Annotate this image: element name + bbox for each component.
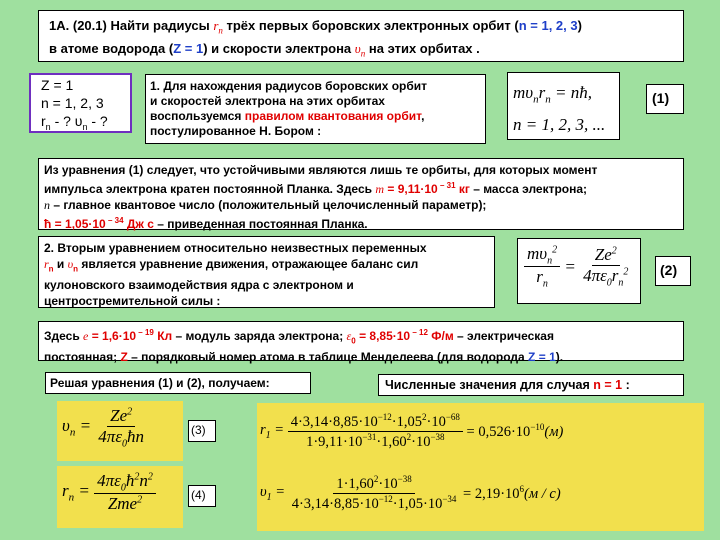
result-radius: $r_1$ = $\frac{4\cdot 3,14\cdot 8,85\cdot 10^{-12}\cdot 1,05^2\cdot 10^{-68}}{1\cdot 9,11\cdot 10^{-31}\cdot 1,60^2\cdot 10^{-38}}$ = $0,526\cdot 10^{-10}(м)$	[260, 412, 564, 450]
quantization-rule: правилом квантования орбит	[244, 109, 422, 123]
given-values	[41, 76, 108, 136]
task-title: 1А. (20.1) Найти радиусы $r_n$ трёх первых боровских электронных орбит (n = 1, 2, 3) в атоме водорода (Z = 1) и скорости электрона $\upsilon_n$ на этих орбитах .	[49, 18, 582, 59]
equation-1-tag: (1)	[652, 90, 670, 106]
explanation-1-text: Из уравнения (1) следует, что устойчивыми являются лишь те орбиты, для которых момент импульса электрона кратен постоянной Планка. Здесь m = 9,11·10 $^{- 31}$ кг – масса электрона; n – главное квантовое число (положительный целочисленный параметр); ħ = 1,05·10 $^{- 34}$ Дж с – приведенная постоянная Планка.	[44, 163, 598, 231]
step1-text: 1. Для нахождения радиусов боровских орбит и скоростей электрона на этих орбитах воспользуемся правилом квантования орбит, постулированное Н. Бором :	[150, 79, 428, 138]
solve-label: Решая уравнения (1) и (2), получаем:	[50, 376, 270, 390]
result-velocity: $\upsilon_1$ = $\frac{1\cdot 1,60^2\cdot 10^{-38}}{4\cdot 3,14\cdot 8,85\cdot 10^{-12}\cdot 1,05\cdot 10^{-34}}$ = $2,19\cdot 10^6(м / с)$	[260, 474, 561, 512]
formula-3: $\upsilon_n$ = $\frac{Ze^2}{4\pi\varepsilon_0ħn}$	[62, 406, 145, 450]
formula-4: $r_n$ = $\frac{4\pi\varepsilon_0ħ^2n^2}{Zme^2}$	[62, 471, 156, 514]
explanation-2-text: Здесь e = 1,6·10 $^{- 19}$ Кл – модуль заряда электрона; $\varepsilon_0 = 8,85\cdot 10$ $^{- 12}$ Ф/м – электрическая постоянная; Z – порядковый номер атома в таблице Менделеева (для водорода Z = 1).	[44, 328, 564, 365]
equation-2-tag: (2)	[660, 262, 678, 278]
given-unknowns: $r_n$ - ? $\upsilon_n$ - ?	[41, 113, 108, 132]
formula-3-tag: (3)	[191, 423, 206, 437]
task-number: 1А.	[49, 18, 70, 33]
step2-text: 2. Вторым уравнением относительно неизвестных переменных $r_n$ и $\upsilon_n$ является уравнение движения, отражающее баланс сил кулоновского взаимодействия ядра с электроном и центростремительной силы :	[44, 241, 427, 309]
numeric-label: Численные значения для случая n = 1 :	[385, 378, 630, 392]
given-n: n = 1, 2, 3	[41, 95, 104, 111]
task-reference: (20.1)	[72, 18, 107, 33]
given-z: Z = 1	[41, 77, 74, 93]
equation-1: $m\upsilon_nr_n$ = nħ, n = 1, 2, 3, ...	[513, 83, 606, 135]
equation-2: $\frac{m\upsilon_n^2}{r_n}$ = $\frac{Ze^2}{4\pi\varepsilon_0r_n^2}$	[524, 244, 631, 290]
formula-4-tag: (4)	[191, 488, 206, 502]
